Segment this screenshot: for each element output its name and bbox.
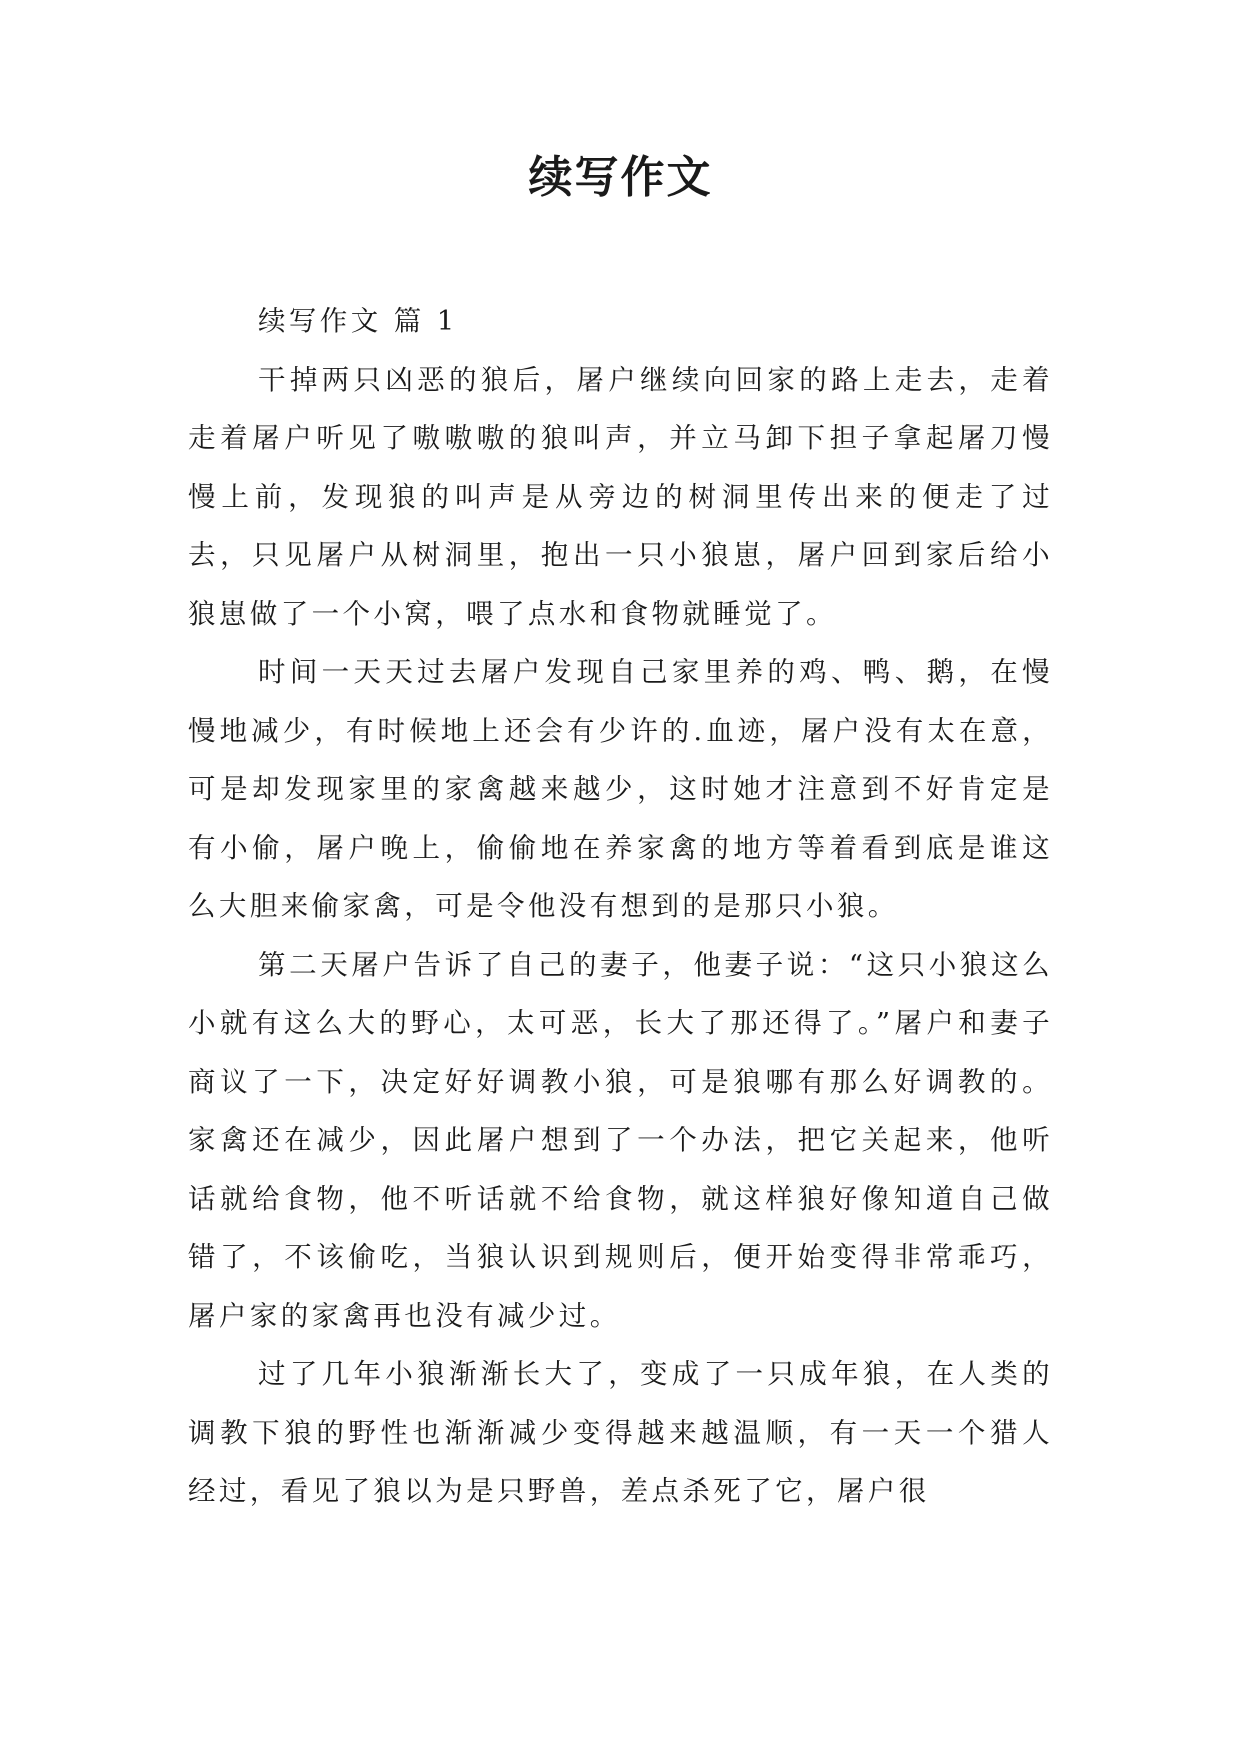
document-title: 续写作文 — [528, 152, 713, 203]
paragraph-3: 第二天屠户告诉了自己的妻子，他妻子说：“这只小狼这么小就有这么大的野心，太可恶，长大了那还得了。”屠户和妻子商议了一下，决定好好调教小狼，可是狼哪有那么好调教的。家禽还在减少，因此屠户想到了一个办法，把它关起来，他听话就给食物，他不听话就不给食物，就这样狼好像知道自己做错了，不该偷吃，当狼认识到规则后，便开始变得非常乖巧，屠户家的家禽再也没有减少过。 — [188, 948, 1053, 1332]
document-body — [188, 292, 1053, 1521]
paragraph-2: 时间一天天过去屠户发现自己家里养的鸡、鸭、鹅，在慢慢地减少，有时候地上还会有少许的.血迹，屠户没有太在意，可是却发现家里的家禽越来越少，这时她才注意到不好肯定是有小偷，屠户晚上，偷偷地在养家禽的地方等着看到底是谁这么大胆来偷家禽，可是令他没有想到的是那只小狼。 — [188, 656, 1053, 922]
section-heading: 续写作文 篇 1 — [258, 305, 458, 337]
paragraph-1: 干掉两只凶恶的狼后，屠户继续向回家的路上走去，走着走着屠户听见了嗷嗷嗷的狼叫声，并立马卸下担子拿起屠刀慢慢上前，发现狼的叫声是从旁边的树洞里传出来的便走了过去，只见屠户从树洞里，抱出一只小狼崽，屠户回到家后给小狼崽做了一个小窝，喂了点水和食物就睡觉了。 — [188, 363, 1053, 630]
paragraph-4: 过了几年小狼渐渐长大了，变成了一只成年狼，在人类的调教下狼的野性也渐渐减少变得越来越温顺，有一天一个猎人经过，看见了狼以为是只野兽，差点杀死了它，屠户很 — [188, 1358, 1053, 1507]
